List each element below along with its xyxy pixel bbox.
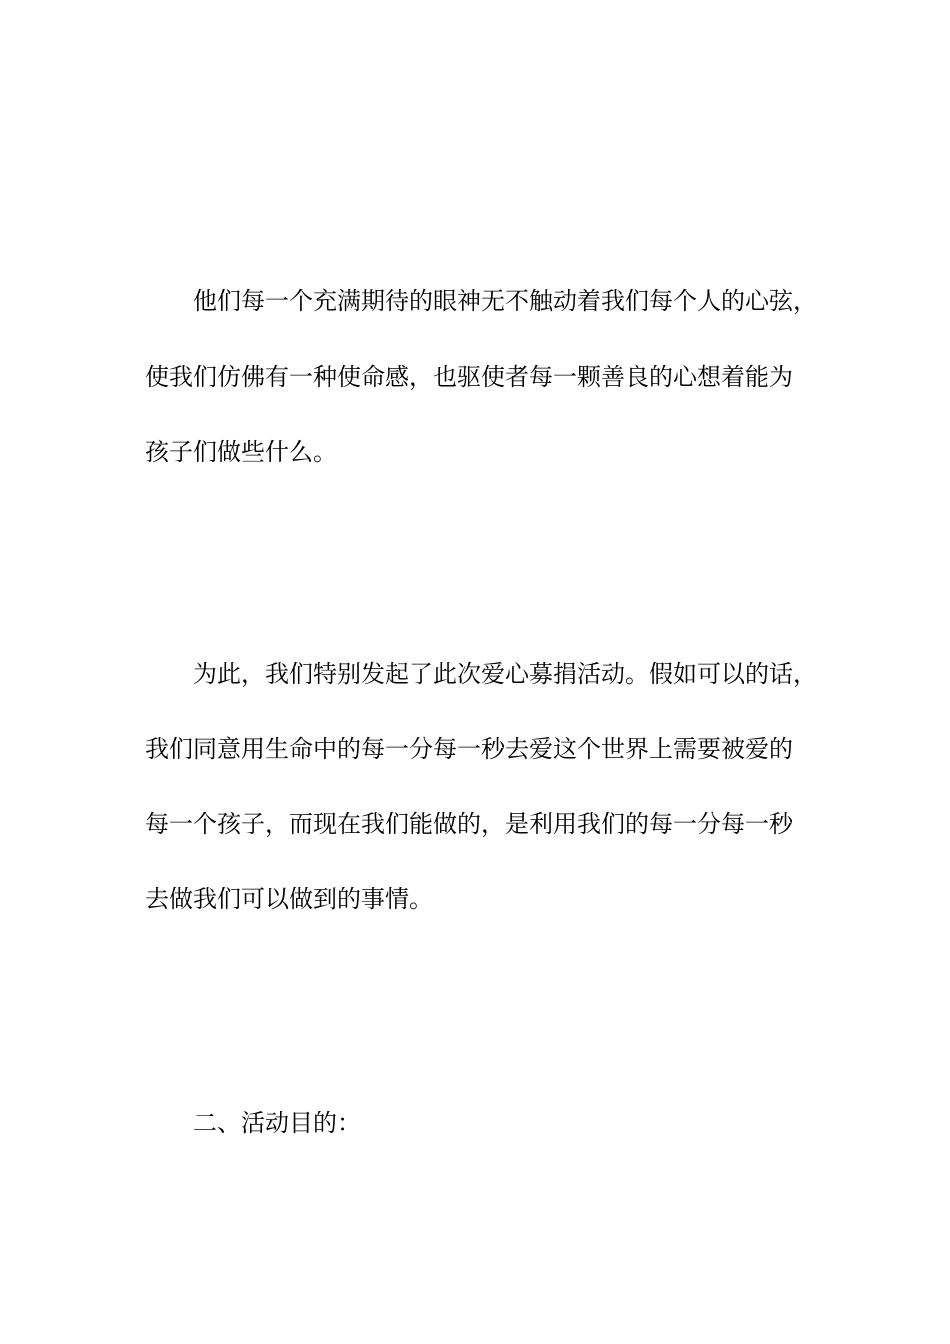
- paragraph-2-line-2: 我们同意用生命中的每一分每一秒去爱这个世界上需要被爱的: [145, 735, 793, 763]
- paragraph-1-line-1: 他们每一个充满期待的眼神无不触动着我们每个人的心弦，: [193, 287, 817, 315]
- paragraph-1-line-2: 使我们仿佛有一种使命感，也驱使者每一颗善良的心想着能为: [145, 363, 793, 391]
- paragraph-2-line-3: 每一个孩子，而现在我们能做的，是利用我们的每一分每一秒: [145, 810, 793, 838]
- paragraph-2-line-1: 为此，我们特别发起了此次爱心募捐活动。假如可以的话，: [193, 660, 817, 688]
- paragraph-1-line-3: 孩子们做些什么。: [145, 438, 337, 466]
- section-heading-activity-purpose: 二、活动目的：: [193, 1109, 361, 1137]
- paragraph-2-line-4: 去做我们可以做到的事情。: [145, 885, 433, 913]
